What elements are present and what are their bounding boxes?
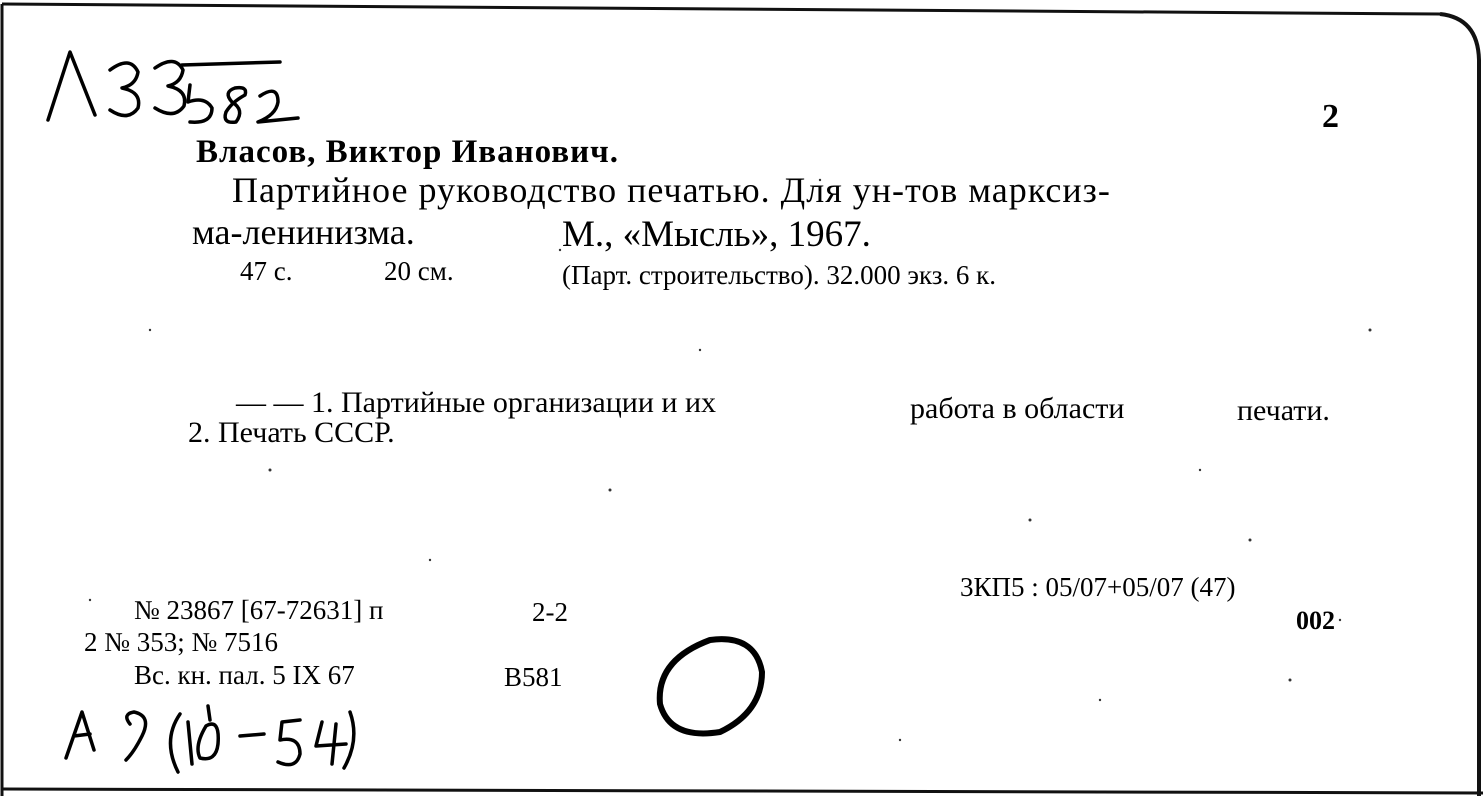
- handwritten-shelf-mark-bottom: [60, 700, 390, 785]
- collation-series: (Парт. строительство). 32.000 экз. 6 к.: [562, 260, 996, 290]
- catalog-line-2: 2 № 353; № 7516: [84, 627, 279, 657]
- punched-hole: [650, 632, 775, 742]
- title-line-1: Партийное руководство печатью. Для ун-тов марксиз-: [232, 170, 1111, 210]
- subject-line-1a: — — 1. Партийные организации и их: [236, 386, 716, 419]
- catalog-line-3a: Вс. кн. пал. 5 IX 67: [134, 660, 355, 690]
- classification-code: 002: [1296, 606, 1335, 635]
- catalog-line-3b: В581: [504, 662, 563, 692]
- author-heading: Власов, Виктор Иванович.: [196, 134, 619, 170]
- subject-line-1c: печати.: [1237, 394, 1330, 427]
- catalog-line-1a: № 23867 [67-72631] п: [134, 595, 384, 625]
- classification-index: 3КП5 : 05/07+05/07 (47): [960, 572, 1236, 602]
- card-number: 2: [1322, 98, 1339, 135]
- subject-line-2: 2. Печать СССР.: [188, 416, 395, 449]
- collation-size: 20 см.: [384, 256, 454, 286]
- handwritten-shelf-mark-top: [40, 40, 320, 135]
- title-line-2b: М., «Мысль», 1967.: [562, 214, 871, 255]
- collation-pages: 47 с.: [240, 256, 293, 286]
- title-line-2a: ма-ленинизма.: [192, 212, 415, 252]
- catalog-line-1b: 2-2: [532, 597, 568, 627]
- subject-line-1b: работа в области: [910, 392, 1125, 425]
